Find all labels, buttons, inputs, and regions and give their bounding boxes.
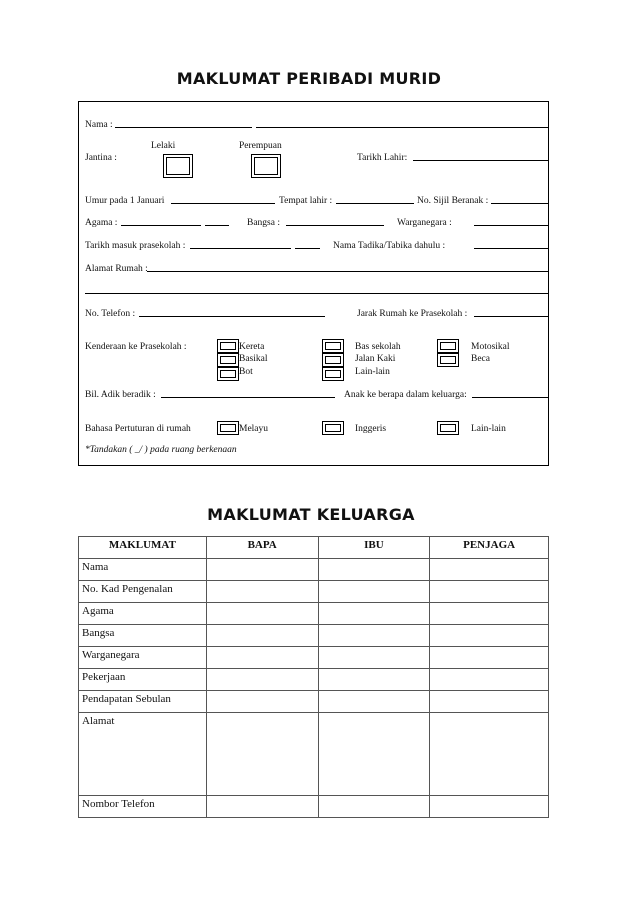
cell-bapa[interactable] (206, 603, 318, 625)
row-label-alamat: Alamat (79, 713, 207, 796)
checkbox-jalan-kaki[interactable] (322, 353, 344, 367)
row-label-agama: Agama (79, 603, 207, 625)
row-label-bangsa: Bangsa (79, 625, 207, 647)
page-title-personal: MAKLUMAT PERIBADI MURID (176, 69, 442, 88)
label-umur: Umur pada 1 Januari (85, 196, 165, 206)
alamat-line-1[interactable] (147, 271, 548, 272)
table-row (79, 796, 549, 818)
label-nama-tadika: Nama Tadika/Tabika dahulu : (333, 241, 446, 251)
personal-info-form (78, 101, 549, 466)
checkbox-kereta[interactable] (217, 339, 239, 353)
checkbox-basikal[interactable] (217, 353, 239, 367)
cell-penjaga[interactable] (430, 713, 549, 796)
checkbox-bot[interactable] (217, 367, 239, 381)
label-kenderaan: Kenderaan ke Prasekolah : (85, 342, 187, 352)
row-label-pendapatan: Pendapatan Sebulan (79, 691, 207, 713)
tempat-lahir-line[interactable] (336, 203, 414, 204)
table-row (79, 625, 549, 647)
label-kereta: Kereta (239, 342, 265, 352)
label-alamat: Alamat Rumah : (85, 264, 148, 274)
label-perempuan: Perempuan (239, 141, 282, 151)
cell-bapa[interactable] (206, 669, 318, 691)
checkbox-beca[interactable] (437, 353, 459, 367)
checkbox-lain-lain[interactable] (322, 367, 344, 381)
label-lain-lain: Lain-lain (355, 367, 390, 377)
label-nama: Nama : (85, 120, 113, 130)
checkbox-motosikal[interactable] (437, 339, 459, 353)
label-anak-ke: Anak ke berapa dalam keluarga: (344, 390, 467, 400)
telefon-line[interactable] (139, 316, 325, 317)
cell-penjaga[interactable] (430, 559, 549, 581)
checkbox-bahasa-lain[interactable] (437, 421, 459, 435)
sijil-beranak-line[interactable] (491, 203, 548, 204)
label-bas-sekolah: Bas sekolah (355, 342, 401, 352)
label-tempat-lahir: Tempat lahir : (279, 196, 333, 206)
checkbox-inggeris[interactable] (322, 421, 344, 435)
label-jarak: Jarak Rumah ke Prasekolah : (357, 309, 468, 319)
label-jantina: Jantina : (85, 153, 117, 163)
cell-ibu[interactable] (318, 625, 430, 647)
cell-penjaga[interactable] (430, 669, 549, 691)
label-agama: Agama : (85, 218, 118, 228)
anak-ke-line[interactable] (472, 397, 548, 398)
table-row (79, 603, 549, 625)
cell-bapa[interactable] (206, 559, 318, 581)
cell-bapa[interactable] (206, 625, 318, 647)
label-sijil-beranak: No. Sijil Beranak : (417, 196, 489, 206)
checkbox-lelaki[interactable] (163, 154, 193, 178)
label-bahasa: Bahasa Pertuturan di rumah (85, 424, 191, 434)
label-bil-adik: Bil. Adik beradik : (85, 390, 156, 400)
table-row (79, 713, 549, 796)
row-label-nama: Nama (79, 559, 207, 581)
row-label-kad-pengenalan: No. Kad Pengenalan (79, 581, 207, 603)
nama-tadika-line[interactable] (474, 248, 548, 249)
cell-bapa[interactable] (206, 713, 318, 796)
bangsa-line[interactable] (286, 225, 384, 226)
cell-ibu[interactable] (318, 691, 430, 713)
cell-bapa[interactable] (206, 691, 318, 713)
label-motosikal: Motosikal (471, 342, 510, 352)
tarikh-masuk-line-2[interactable] (295, 248, 320, 249)
label-bahasa-lain: Lain-lain (471, 424, 506, 434)
cell-bapa[interactable] (206, 796, 318, 818)
checkbox-perempuan[interactable] (251, 154, 281, 178)
label-melayu: Melayu (239, 424, 269, 434)
cell-ibu[interactable] (318, 796, 430, 818)
cell-penjaga[interactable] (430, 625, 549, 647)
agama-line-1[interactable] (121, 225, 201, 226)
col-header-maklumat: MAKLUMAT (79, 537, 207, 559)
col-header-penjaga: PENJAGA (430, 537, 549, 559)
table-row (79, 647, 549, 669)
label-telefon: No. Telefon : (85, 309, 136, 319)
cell-ibu[interactable] (318, 603, 430, 625)
col-header-ibu: IBU (318, 537, 430, 559)
nama-line-1[interactable] (115, 127, 252, 128)
label-jalan-kaki: Jalan Kaki (355, 354, 396, 364)
row-label-telefon: Nombor Telefon (79, 796, 207, 818)
cell-ibu[interactable] (318, 559, 430, 581)
family-info-table (78, 536, 549, 818)
label-lelaki: Lelaki (151, 141, 176, 151)
col-header-bapa: BAPA (206, 537, 318, 559)
nama-line-2[interactable] (256, 127, 548, 128)
checkbox-melayu[interactable] (217, 421, 239, 435)
checkbox-bas-sekolah[interactable] (322, 339, 344, 353)
table-row (79, 581, 549, 603)
cell-bapa[interactable] (206, 581, 318, 603)
table-row (79, 669, 549, 691)
label-tarikh-lahir: Tarikh Lahir: (357, 153, 408, 163)
table-row (79, 691, 549, 713)
warganegara-line[interactable] (474, 225, 548, 226)
tarikh-masuk-line-1[interactable] (190, 248, 291, 249)
cell-penjaga[interactable] (430, 603, 549, 625)
label-basikal: Basikal (239, 354, 268, 364)
cell-ibu[interactable] (318, 581, 430, 603)
bil-adik-line[interactable] (161, 397, 335, 398)
table-row (79, 559, 549, 581)
agama-line-2[interactable] (205, 225, 229, 226)
label-bangsa: Bangsa : (247, 218, 280, 228)
umur-line[interactable] (171, 203, 275, 204)
cell-ibu[interactable] (318, 669, 430, 691)
page-title-family: MAKLUMAT KELUARGA (207, 505, 415, 524)
cell-penjaga[interactable] (430, 691, 549, 713)
jarak-line[interactable] (474, 316, 548, 317)
tarikh-lahir-line[interactable] (413, 160, 548, 161)
cell-penjaga[interactable] (430, 647, 549, 669)
alamat-line-2[interactable] (85, 293, 548, 294)
label-inggeris: Inggeris (355, 424, 387, 434)
table-header-row (79, 537, 549, 559)
label-bot: Bot (239, 367, 253, 377)
instruction-note: *Tandakan ( _/ ) pada ruang berkenaan (85, 445, 237, 455)
row-label-warganegara: Warganegara (79, 647, 207, 669)
cell-penjaga[interactable] (430, 581, 549, 603)
label-warganegara: Warganegara : (397, 218, 452, 228)
row-label-pekerjaan: Pekerjaan (79, 669, 207, 691)
cell-ibu[interactable] (318, 713, 430, 796)
cell-penjaga[interactable] (430, 796, 549, 818)
cell-bapa[interactable] (206, 647, 318, 669)
label-tarikh-masuk: Tarikh masuk prasekolah : (85, 241, 186, 251)
cell-ibu[interactable] (318, 647, 430, 669)
label-beca: Beca (471, 354, 490, 364)
